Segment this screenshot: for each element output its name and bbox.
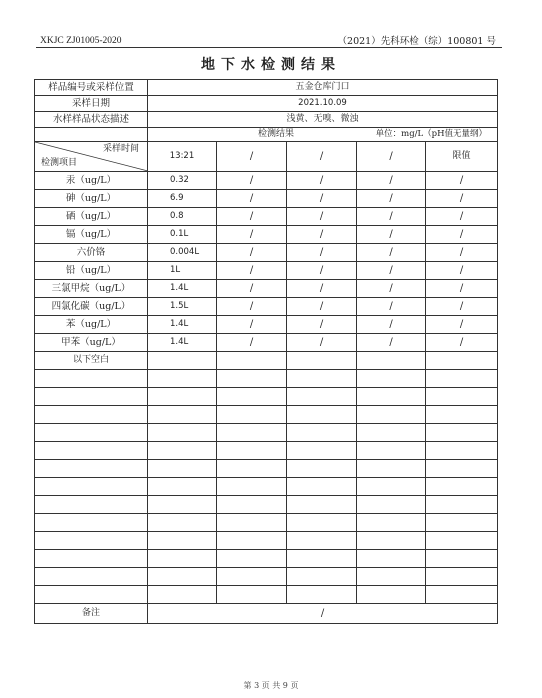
row-col-4: /	[357, 334, 426, 352]
diagonal-header-cell	[35, 142, 148, 172]
row-item-label: 砷（ug/L）	[35, 190, 148, 208]
table-row	[35, 190, 498, 208]
header-rule	[36, 47, 502, 48]
row-limit: /	[426, 208, 498, 226]
row-item-label: 铅（ug/L）	[35, 262, 148, 280]
row-item-label: 六价铬	[35, 244, 148, 262]
empty-row	[35, 496, 498, 514]
row-col-3: /	[287, 262, 357, 280]
row-col-2: /	[217, 190, 287, 208]
empty-row	[35, 460, 498, 478]
table-row	[35, 244, 498, 262]
row-limit: /	[426, 226, 498, 244]
row-col-3: /	[287, 334, 357, 352]
row-col-2: /	[217, 334, 287, 352]
row-col-3: /	[287, 172, 357, 190]
row-item-label: 硒（ug/L）	[35, 208, 148, 226]
location-row	[35, 80, 498, 96]
row-col-4: /	[357, 172, 426, 190]
results-heading-row	[35, 128, 498, 142]
empty-row	[35, 532, 498, 550]
item-header-label: 检测项目	[41, 158, 78, 168]
row-value: 0.1L	[148, 226, 217, 244]
row-col-3: /	[287, 190, 357, 208]
empty-row	[35, 514, 498, 532]
row-col-2: /	[217, 262, 287, 280]
row-limit: /	[426, 280, 498, 298]
row-value: 6.9	[148, 190, 217, 208]
row-item-label: 甲苯（ug/L）	[35, 334, 148, 352]
row-limit: /	[426, 262, 498, 280]
date-value: 2021.10.09	[148, 96, 498, 112]
row-limit: /	[426, 316, 498, 334]
remarks-value: /	[148, 604, 498, 624]
row-col-2: /	[217, 280, 287, 298]
row-col-4: /	[357, 298, 426, 316]
empty-row	[35, 424, 498, 442]
row-item-label: 四氯化碳（ug/L）	[35, 298, 148, 316]
row-limit: /	[426, 244, 498, 262]
table-row	[35, 172, 498, 190]
empty-row	[35, 370, 498, 388]
empty-row	[35, 406, 498, 424]
row-limit: /	[426, 298, 498, 316]
page-title: 地下水检测结果	[201, 57, 341, 73]
row-limit: /	[426, 334, 498, 352]
empty-row	[35, 388, 498, 406]
table-row	[35, 334, 498, 352]
row-col-4: /	[357, 226, 426, 244]
time-header-label: 采样时间	[102, 144, 139, 154]
table-row	[35, 208, 498, 226]
row-item-label: 苯（ug/L）	[35, 316, 148, 334]
row-col-3: /	[287, 298, 357, 316]
row-col-2: /	[217, 316, 287, 334]
row-col-2: /	[217, 172, 287, 190]
row-limit: /	[426, 190, 498, 208]
document-code: XKJC ZJ01005-2020	[40, 36, 122, 46]
results-heading-blank	[35, 128, 148, 142]
table-row	[35, 262, 498, 280]
limit-header-label: 限值	[426, 142, 498, 172]
location-label: 样品编号或采样位置	[35, 80, 148, 96]
row-col-3: /	[287, 316, 357, 334]
row-value: 0.32	[148, 172, 217, 190]
row-col-4: /	[357, 262, 426, 280]
row-col-3: /	[287, 280, 357, 298]
header-col-2: /	[217, 142, 287, 172]
row-col-3: /	[287, 244, 357, 262]
date-row	[35, 96, 498, 112]
sample-time-value: 13:21	[148, 142, 217, 172]
row-col-4: /	[357, 244, 426, 262]
state-row	[35, 112, 498, 128]
row-value: 0.8	[148, 208, 217, 226]
blank-note-row	[35, 352, 498, 370]
blank-note-label: 以下空白	[35, 352, 148, 370]
date-label: 采样日期	[35, 96, 148, 112]
remarks-row	[35, 604, 498, 624]
data-rows	[35, 172, 498, 352]
header-col-3: /	[287, 142, 357, 172]
empty-row	[35, 478, 498, 496]
row-col-4: /	[357, 208, 426, 226]
row-value: 1.5L	[148, 298, 217, 316]
row-col-2: /	[217, 298, 287, 316]
state-value: 浅黄、无嗅、微浊	[148, 112, 498, 128]
row-col-4: /	[357, 316, 426, 334]
row-value: 0.004L	[148, 244, 217, 262]
row-limit: /	[426, 172, 498, 190]
row-col-2: /	[217, 226, 287, 244]
results-label: 检测结果	[258, 129, 295, 139]
row-col-3: /	[287, 226, 357, 244]
table-row	[35, 298, 498, 316]
row-col-4: /	[357, 190, 426, 208]
remarks-label: 备注	[35, 604, 148, 624]
empty-row	[35, 586, 498, 604]
row-col-2: /	[217, 244, 287, 262]
row-item-label: 三氯甲烷（ug/L）	[35, 280, 148, 298]
results-table	[34, 79, 498, 624]
table-row	[35, 280, 498, 298]
empty-rows	[35, 370, 498, 604]
row-item-label: 汞（ug/L）	[35, 172, 148, 190]
row-value: 1.4L	[148, 316, 217, 334]
row-col-4: /	[357, 280, 426, 298]
row-col-3: /	[287, 208, 357, 226]
page-number: 第 3 页 共 9 页	[243, 681, 299, 690]
location-value: 五金仓库门口	[148, 80, 498, 96]
table-row	[35, 226, 498, 244]
row-value: 1.4L	[148, 280, 217, 298]
row-value: 1.4L	[148, 334, 217, 352]
table-row	[35, 316, 498, 334]
row-value: 1L	[148, 262, 217, 280]
empty-row	[35, 442, 498, 460]
row-col-2: /	[217, 208, 287, 226]
report-number: （2021）先科环检（综）100801 号	[337, 36, 496, 47]
state-label: 水样样品状态描述	[35, 112, 148, 128]
header-col-4: /	[357, 142, 426, 172]
column-header-row	[35, 142, 498, 172]
row-item-label: 镉（ug/L）	[35, 226, 148, 244]
empty-row	[35, 550, 498, 568]
results-heading-cell	[148, 128, 498, 142]
empty-row	[35, 568, 498, 586]
unit-label: 单位：mg/L（pH值无量纲）	[375, 129, 488, 139]
